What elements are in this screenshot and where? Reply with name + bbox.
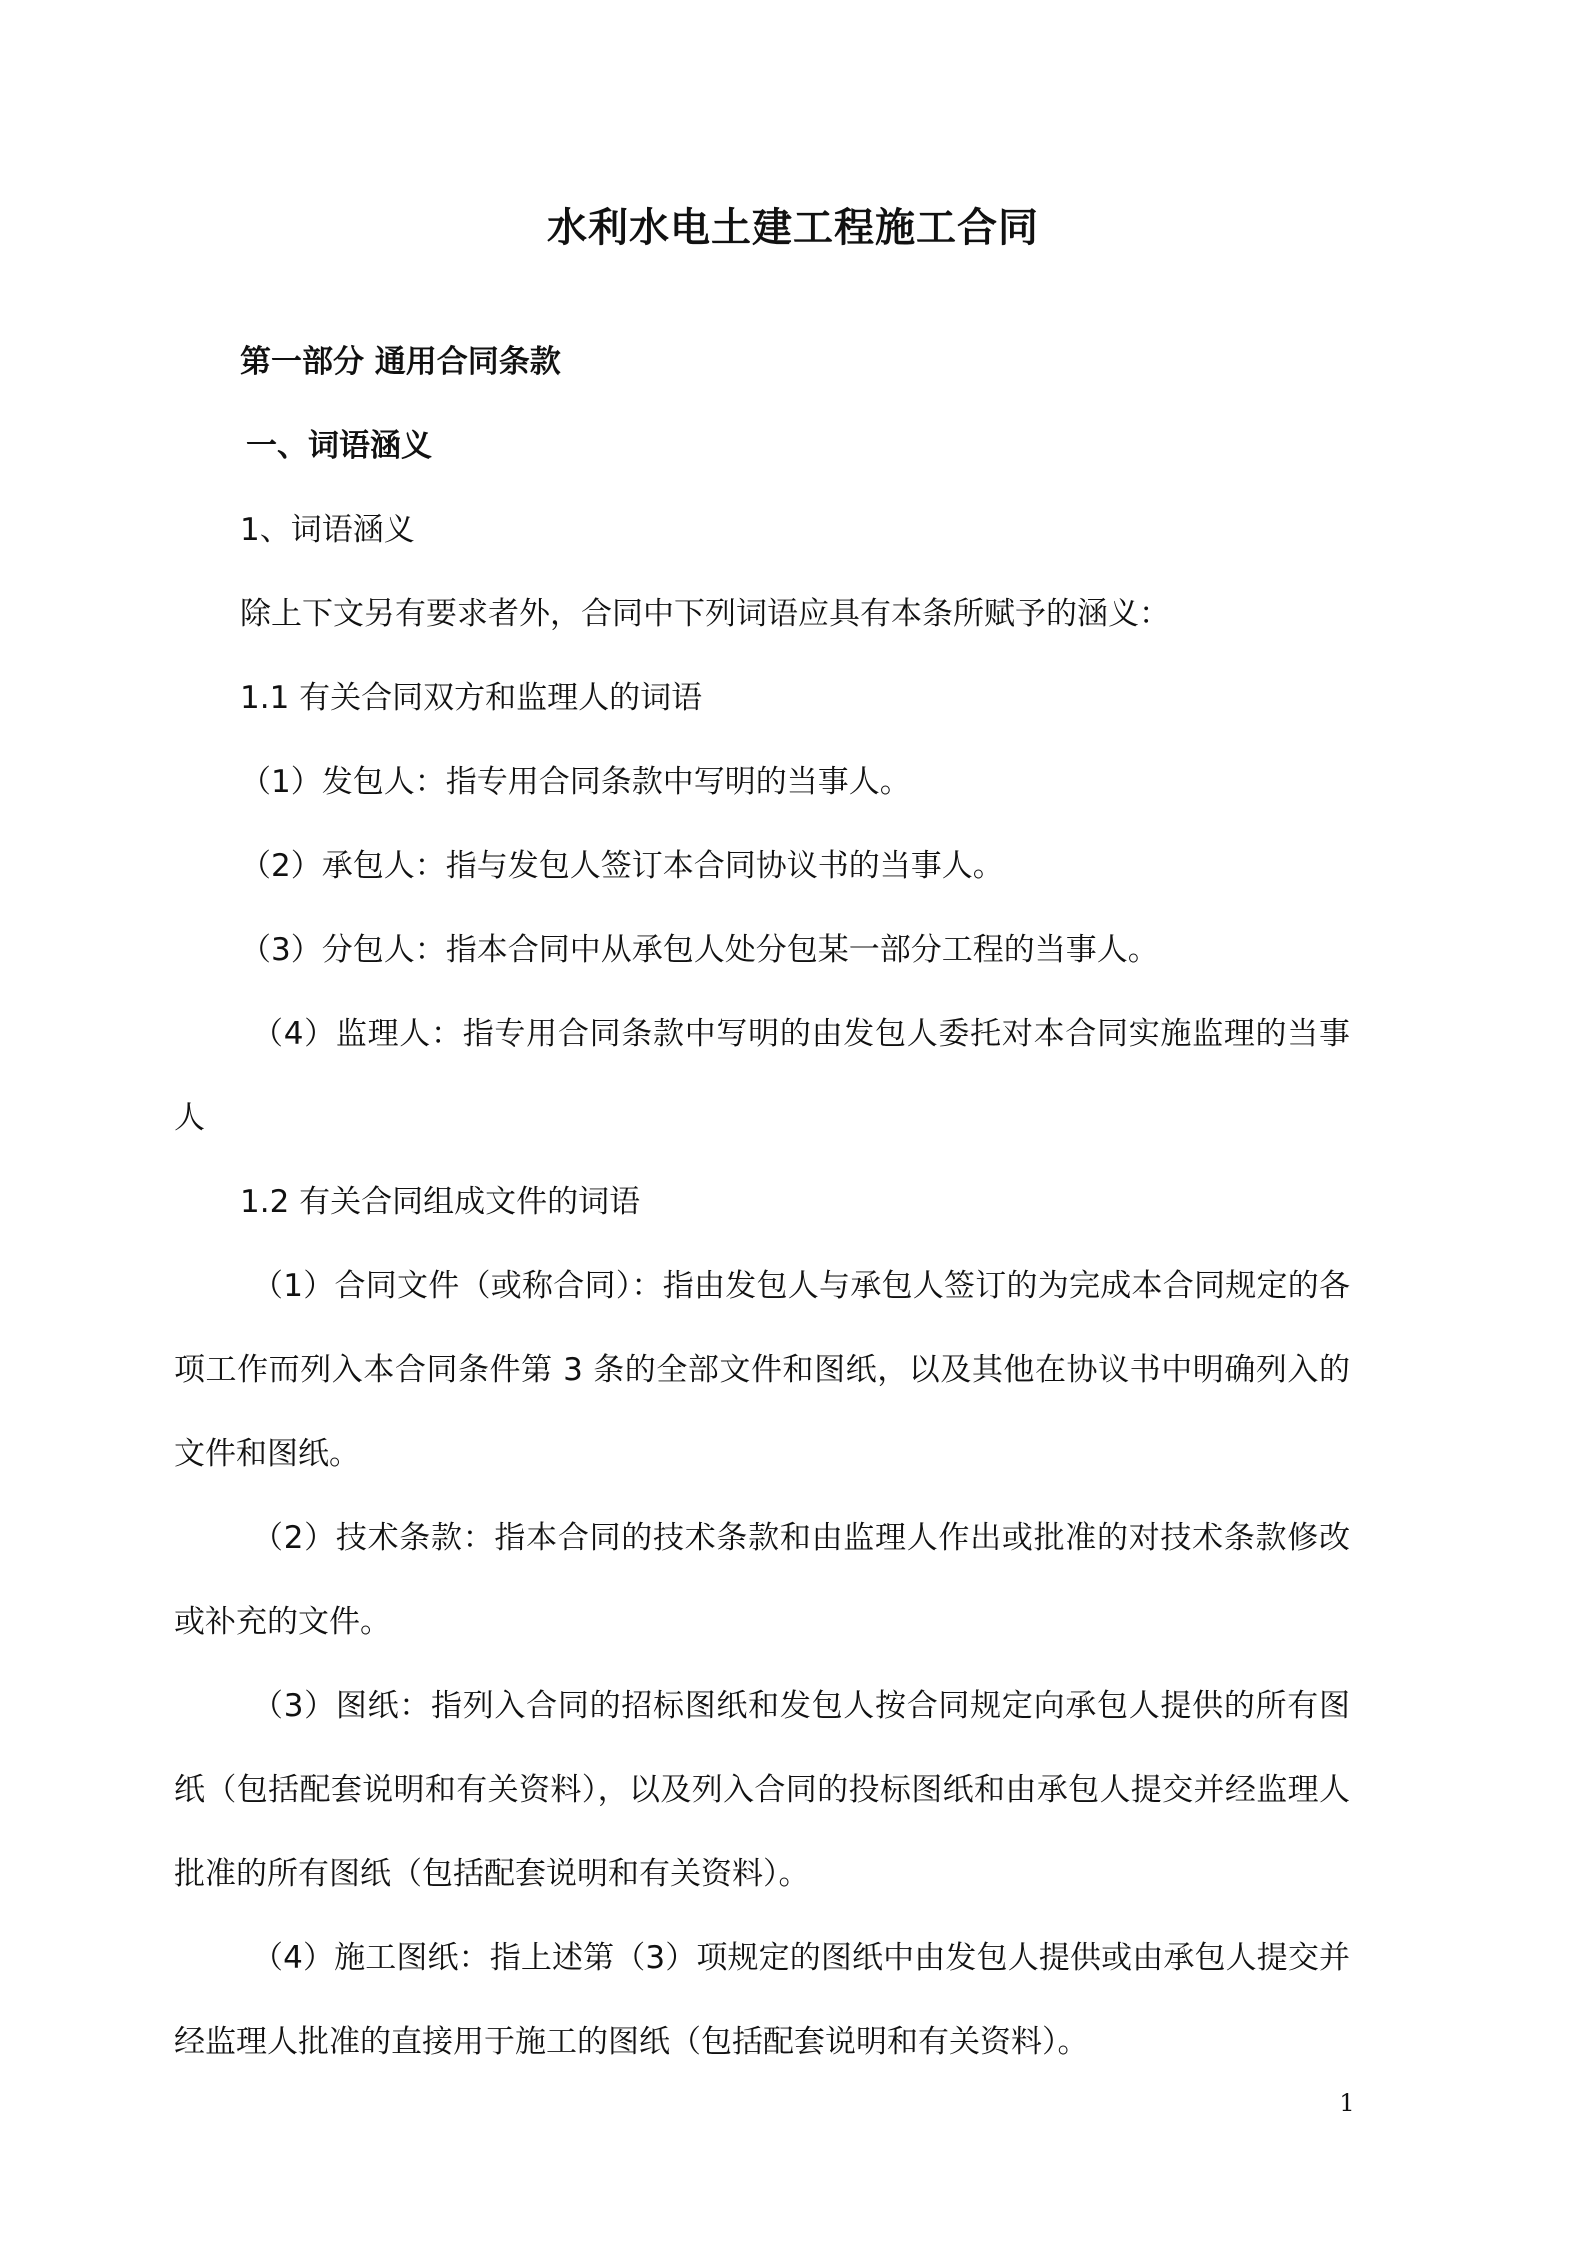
clause-1-1-item: （2）承包人：指与发包人签订本合同协议书的当事人。 bbox=[240, 848, 1004, 884]
clause-1-1-item: （1）发包人：指专用合同条款中写明的当事人。 bbox=[240, 764, 911, 800]
section-heading: 一、词语涵义 bbox=[246, 428, 432, 464]
document-title: 水利水电土建工程施工合同 bbox=[547, 205, 1039, 251]
clause-1-2-item: （3）图纸：指列入合同的招标图纸和发包人按合同规定向承包人提供的所有图纸（包括配套说明和有关资料），以及列入合同的投标图纸和由承包人提交并经监理人批准的所有图纸（包括配套说明和有关资料）。 bbox=[174, 1688, 1350, 1892]
part-heading: 第一部分 通用合同条款 bbox=[240, 344, 561, 380]
clause-1-1-item: （4）监理人：指专用合同条款中写明的由发包人委托对本合同实施监理的当事人 bbox=[174, 1016, 1350, 1136]
clause-1-2-heading: 1.2 有关合同组成文件的词语 bbox=[240, 1184, 641, 1220]
clause-1-2-item: （1）合同文件（或称合同）：指由发包人与承包人签订的为完成本合同规定的各项工作而列入本合同条件第 3 条的全部文件和图纸，以及其他在协议书中明确列入的文件和图纸。 bbox=[174, 1268, 1350, 1472]
document-body bbox=[174, 320, 1350, 2084]
subsection-heading: 1、词语涵义 bbox=[240, 512, 415, 548]
clause-1-2-item: （2）技术条款：指本合同的技术条款和由监理人作出或批准的对技术条款修改或补充的文件。 bbox=[174, 1520, 1350, 1640]
clause-1-1-item: （3）分包人：指本合同中从承包人处分包某一部分工程的当事人。 bbox=[240, 932, 1159, 968]
page-number: 1 bbox=[1339, 2089, 1355, 2117]
clause-1-1-heading: 1.1 有关合同双方和监理人的词语 bbox=[240, 680, 703, 716]
clause-1-2-item: （4）施工图纸：指上述第（3）项规定的图纸中由发包人提供或由承包人提交并经监理人批准的直接用于施工的图纸（包括配套说明和有关资料）。 bbox=[174, 1940, 1350, 2060]
intro-paragraph: 除上下文另有要求者外，合同中下列词语应具有本条所赋予的涵义： bbox=[240, 596, 1170, 632]
